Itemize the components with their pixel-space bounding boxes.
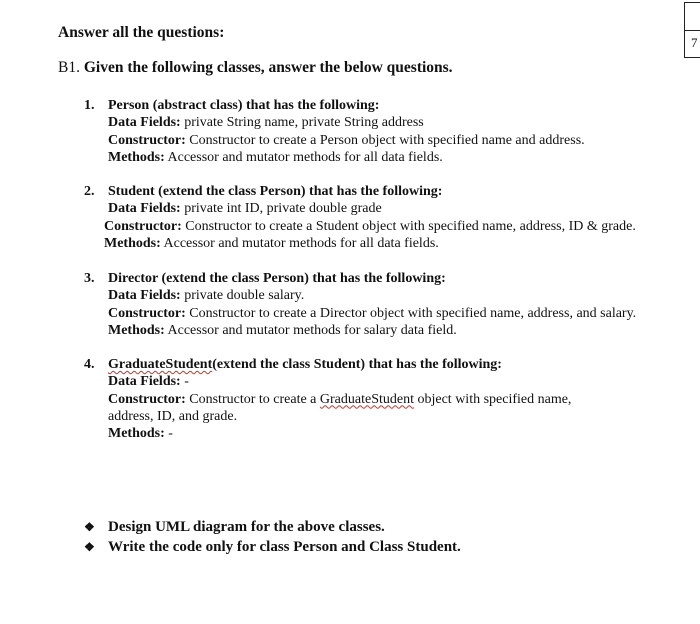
fields-label: Data Fields: bbox=[108, 288, 181, 304]
constructor-label: Constructor: bbox=[108, 132, 186, 148]
section-title bbox=[58, 59, 453, 77]
constructor-text: Constructor to create a Director object with specified name, address, and salary. bbox=[189, 305, 637, 321]
section-text: Given the following classes, answer the below questions. bbox=[83, 59, 453, 76]
methods-text: Accessor and mutator methods for all data fields. bbox=[167, 149, 443, 165]
constructor-text: Constructor to create a Student object with specified name, address, ID & grade. bbox=[185, 218, 636, 234]
page-heading: Answer all the questions: bbox=[58, 24, 225, 41]
methods-label: Methods: bbox=[108, 322, 165, 338]
task-text: Design UML diagram for the above classes. bbox=[108, 519, 385, 535]
task-text: Write the code only for class Person and Class Student. bbox=[108, 539, 461, 555]
constructor-text: Constructor to create a Person object with specified name and address. bbox=[189, 132, 585, 148]
fields-text: private String name, private String address bbox=[184, 115, 424, 131]
item-number: 3. bbox=[84, 271, 95, 286]
methods-text: Accessor and mutator methods for salary data field. bbox=[167, 322, 457, 338]
fields-label: Data Fields: bbox=[108, 374, 181, 390]
fields-text: - bbox=[184, 374, 189, 390]
constructor-label: Constructor: bbox=[108, 305, 186, 321]
methods-label: Methods: bbox=[108, 426, 165, 442]
item-title: Person (abstract class) that has the following: bbox=[108, 98, 380, 113]
constructor-label: Constructor: bbox=[104, 218, 182, 234]
constructor-label: Constructor: bbox=[108, 391, 186, 407]
methods-text: Accessor and mutator methods for all data fields. bbox=[163, 235, 439, 251]
spellcheck-word: GraduateStudent bbox=[108, 357, 213, 372]
task-item bbox=[84, 537, 461, 557]
page-number-box bbox=[684, 2, 700, 58]
methods-label: Methods: bbox=[108, 149, 165, 165]
item-title bbox=[108, 356, 688, 373]
spellcheck-word: GraduateStudent bbox=[319, 391, 414, 407]
item-number: 1. bbox=[84, 98, 95, 113]
fields-text: private int ID, private double grade bbox=[184, 201, 382, 217]
section-label: B1. bbox=[58, 59, 80, 76]
item-title: Student (extend the class Person) that has the following: bbox=[108, 184, 443, 199]
task-list bbox=[84, 517, 461, 557]
diamond-bullet-icon: ❖ bbox=[84, 520, 95, 534]
fields-text: private double salary. bbox=[184, 288, 305, 304]
page-number: 7 bbox=[691, 35, 698, 50]
fields-label: Data Fields: bbox=[108, 201, 181, 217]
methods-label: Methods: bbox=[104, 235, 161, 251]
item-title: Director (extend the class Person) that has the following: bbox=[108, 271, 446, 286]
constructor-text-end: object with specified name, bbox=[417, 391, 572, 407]
methods-text: - bbox=[168, 426, 173, 442]
item-title-rest: (extend the class Student) that has the following: bbox=[212, 357, 502, 372]
task-item bbox=[84, 517, 461, 537]
constructor-text: Constructor to create a bbox=[189, 391, 317, 407]
item-number: 2. bbox=[84, 184, 95, 199]
constructor-text-line2: address, ID, and grade. bbox=[108, 408, 238, 424]
box-divider bbox=[685, 30, 700, 31]
fields-label: Data Fields: bbox=[108, 115, 181, 131]
item-number: 4. bbox=[84, 357, 95, 372]
diamond-bullet-icon: ❖ bbox=[84, 540, 95, 554]
